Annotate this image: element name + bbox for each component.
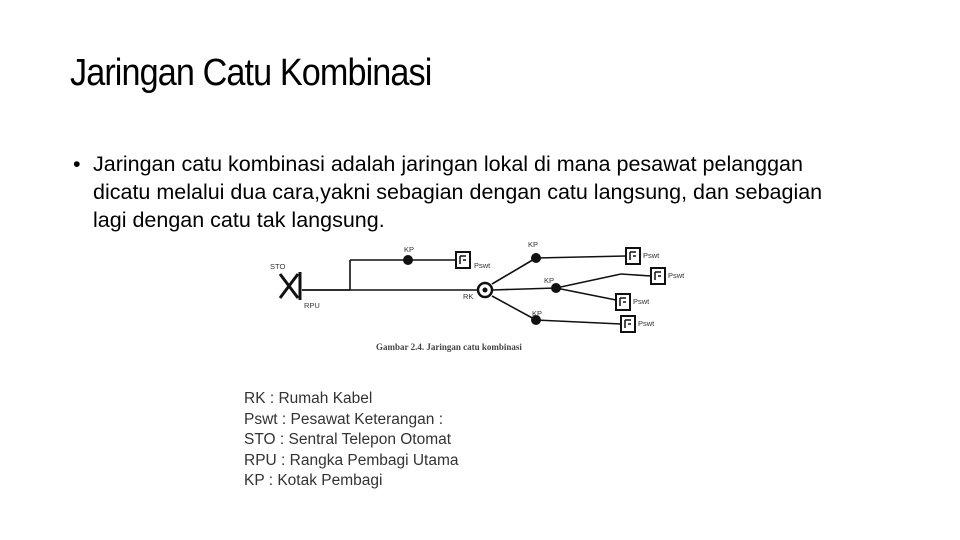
kp-node bbox=[403, 255, 413, 265]
legend-item: RK : Rumah Kabel bbox=[244, 390, 373, 407]
sto-label: STO bbox=[270, 262, 286, 271]
bullet-marker: • bbox=[73, 152, 81, 176]
pswt-label: Pswt bbox=[643, 251, 660, 260]
legend-item: KP : Kotak Pembagi bbox=[244, 472, 383, 489]
kp-label: KP bbox=[528, 240, 539, 249]
pswt-label: Pswt bbox=[474, 261, 491, 270]
phone-icon bbox=[456, 252, 470, 268]
legend bbox=[244, 389, 459, 492]
legend-item: RPU : Rangka Pembagi Utama bbox=[244, 451, 459, 469]
rpu-label: RPU bbox=[304, 301, 320, 310]
legend-item: STO : Sentral Telepon Otomat bbox=[244, 431, 452, 448]
bullet-item bbox=[73, 150, 853, 234]
rk-label: RK bbox=[463, 292, 474, 301]
slide-title: Jaringan Catu Kombinasi bbox=[70, 52, 432, 94]
kp-node bbox=[531, 253, 541, 263]
pswt-label: Pswt bbox=[668, 271, 685, 280]
kp-label: KP bbox=[404, 245, 415, 254]
pswt-label: Pswt bbox=[633, 297, 650, 306]
phone-icon bbox=[621, 316, 635, 332]
kp-label: KP bbox=[544, 276, 555, 285]
network-diagram bbox=[266, 238, 726, 358]
sto-rpu-symbol bbox=[280, 272, 300, 300]
phone-icon bbox=[616, 294, 630, 310]
pswt-label: Pswt bbox=[638, 319, 655, 328]
bullet-text: Jaringan catu kombinasi adalah jaringan lokal di mana pesawat pelanggan dicatu melalui dua cara,yakni sebagian dengan catu langsung, dan sebagian lagi dengan catu tak langsung. bbox=[93, 152, 823, 232]
legend-item: Pswt : Pesawat Keterangan : bbox=[244, 410, 444, 428]
kp-label: KP bbox=[532, 309, 543, 318]
diagram-caption: Gambar 2.4. Jaringan catu kombinasi bbox=[376, 342, 522, 352]
phone-icon bbox=[626, 248, 640, 264]
phone-icon bbox=[651, 268, 665, 284]
